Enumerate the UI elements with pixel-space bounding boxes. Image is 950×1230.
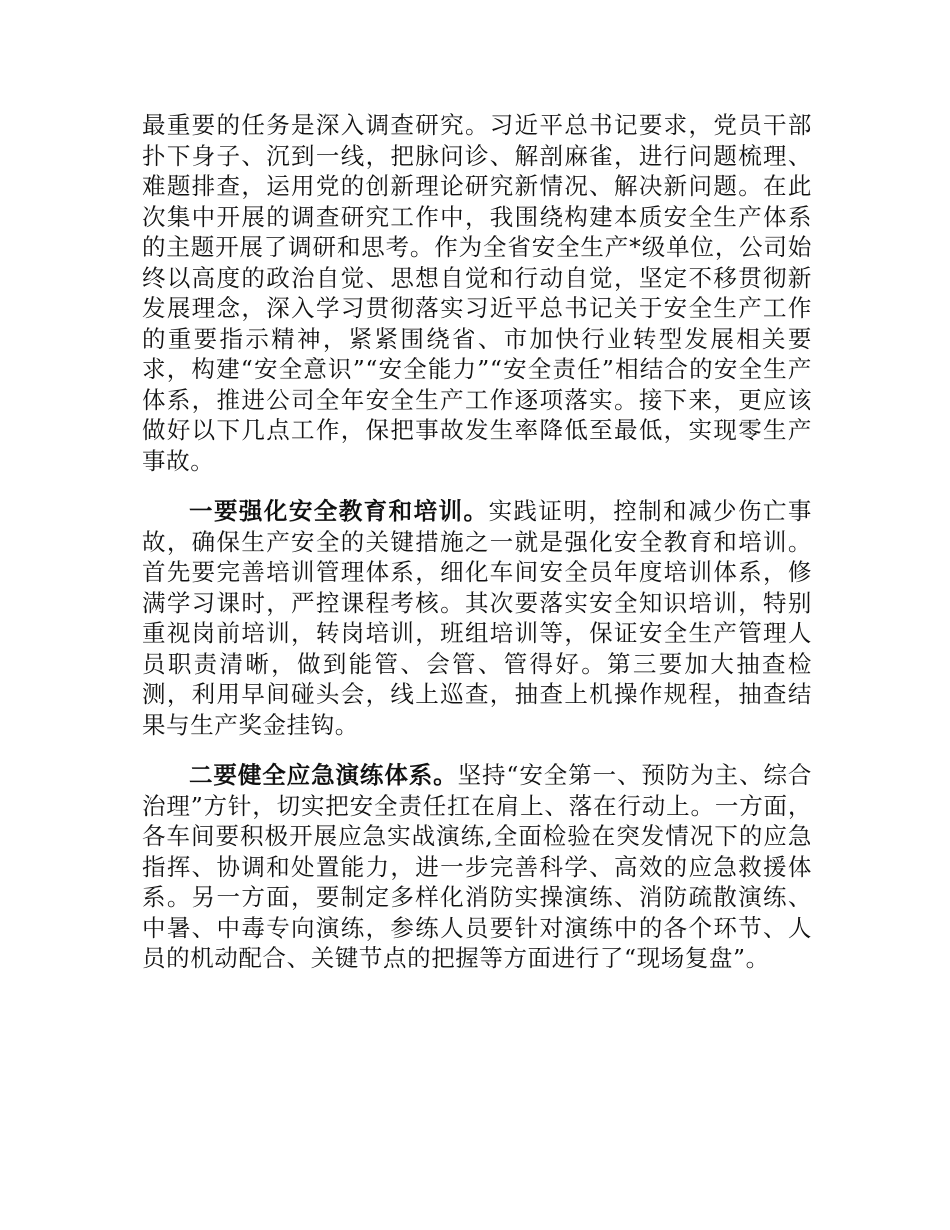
paragraph-training-heading: 一要强化安全教育和培训。 bbox=[189, 497, 489, 525]
document-page bbox=[142, 110, 812, 994]
paragraph-emergency-drill-heading: 二要健全应急演练体系。 bbox=[189, 761, 458, 789]
paragraph-emergency-drill-text: 坚持“安全第一、预防为主、综合治理”方针，切实把安全责任扛在肩上、落在行动上。一方面，各车间要积极开展应急实战演练,全面检验在突发情况下的应急指挥、协调和处置能力，进一步完善科学、高效的应急救援体系。另一方面，要制定多样化消防实操演练、消防疏散演练、中暑、中毒专向演练，参练人员要针对演练中的各个环节、人员的机动配合、关键节点的把握等方面进行了“现场复盘”。 bbox=[142, 761, 813, 972]
paragraph-intro bbox=[142, 110, 812, 476]
paragraph-intro-text: 最重要的任务是深入调查研究。习近平总书记要求，党员干部扑下身子、沉到一线，把脉问诊、解剖麻雀，进行问题梳理、难题排查，运用党的创新理论研究新情况、解决新问题。在此次集中开展的调查研究工作中，我围绕构建本质安全生产体系的主题开展了调研和思考。作为全省安全生产*级单位，公司始终以高度的政治自觉、思想自觉和行动自觉，坚定不移贯彻新发展理念，深入学习贯彻落实习近平总书记关于安全生产工作的重要指示精神，紧紧围绕省、市加快行业转型发展相关要求，构建“安全意识”“安全能力”“安全责任”相结合的安全生产体系，推进公司全年安全生产工作逐项落实。接下来，更应该做好以下几点工作，保把事故发生率降低至最低，实现零生产事故。 bbox=[142, 111, 812, 475]
paragraph-training-text: 实践证明，控制和减少伤亡事故，确保生产安全的关键措施之一就是强化安全教育和培训。首先要完善培训管理体系，细化车间安全员年度培训体系，修满学习课时，严控课程考核。其次要落实安全知识培训，特别重视岗前培训，转岗培训，班组培训等，保证安全生产管理人员职责清晰，做到能管、会管、管得好。第三要加大抽查检测，利用早间碰头会，线上巡查，抽查上机操作规程，抽查结果与生产奖金挂钩。 bbox=[142, 497, 812, 739]
paragraph-emergency-drill bbox=[142, 760, 812, 974]
paragraph-training bbox=[142, 496, 812, 740]
